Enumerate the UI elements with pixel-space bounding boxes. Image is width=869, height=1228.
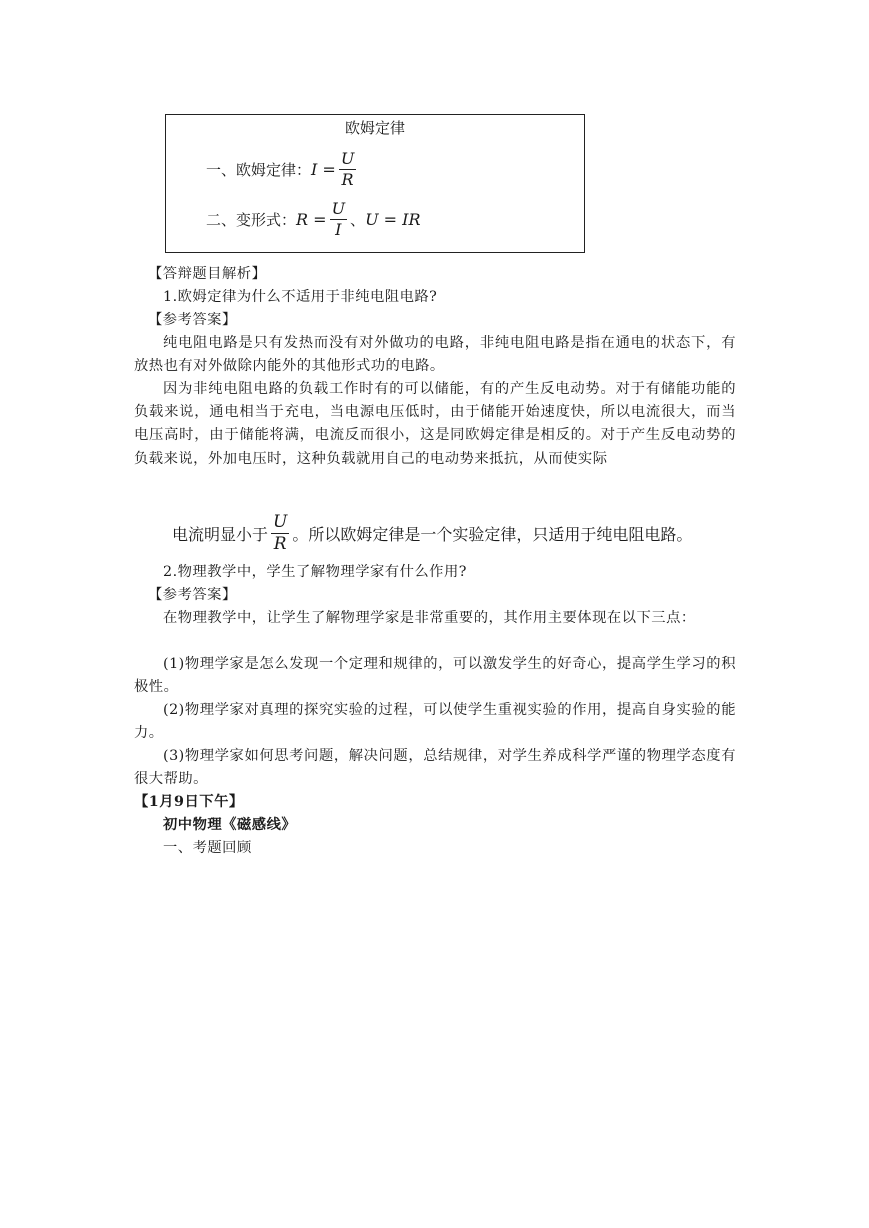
formula-suffix: 。所以欧姆定律是一个实验定律，只适用于纯电阻电路。 xyxy=(292,524,693,544)
fraction-denominator: I xyxy=(335,220,342,239)
sub-heading: 一、考题回顾 xyxy=(163,840,252,856)
fraction-numerator: U xyxy=(340,149,355,168)
formula-line2-rhs: U = IR xyxy=(365,210,421,229)
fraction-numerator: U xyxy=(273,511,288,532)
question-2: 2.物理教学中，学生了解物理学家有什么作用? xyxy=(163,564,467,580)
answer-heading-1: 【参考答案】 xyxy=(148,312,237,328)
formula-separator: 、 xyxy=(350,211,366,229)
answer-2-point-2: (2)物理学家对真理的探究实验的过程，可以使学生重视实验的作用，提高自身实验的能力。 xyxy=(134,702,736,742)
ohms-law-formula-box xyxy=(165,114,585,253)
formula-line-variants xyxy=(206,201,421,238)
formula-line-ohms-law xyxy=(206,151,359,188)
fraction-u-over-i xyxy=(330,201,347,238)
fraction-denominator: R xyxy=(341,170,354,189)
answer-1-formula-line xyxy=(172,508,692,558)
fraction-u-over-r xyxy=(339,151,356,188)
formula-prefix: 电流明显小于 xyxy=(172,524,269,544)
formula-box-title: 欧姆定律 xyxy=(344,119,405,137)
fraction-denominator: R xyxy=(273,533,287,554)
formula-line2-lhs: R = xyxy=(296,210,327,229)
answer-1-paragraph-2: 因为非纯电阻电路的负载工作时有的可以储能，有的产生反电动势。对于有储能功能的负载来说，通电相当于充电，当电源电压低时，由于储能开始速度快，所以电流很大，而当电压高时，由于储能将满，电流反而很小，这是同欧姆定律是相反的。对于产生反电动势的负载来说，外加电压时，这种负载就用自己的电动势来抵抗，从而使实际 xyxy=(134,381,736,467)
answer-heading-2: 【参考答案】 xyxy=(148,587,237,603)
course-title: 初中物理《磁感线》 xyxy=(163,817,297,833)
formula-line1-label: 一、欧姆定律： xyxy=(206,161,312,179)
fraction-numerator: U xyxy=(331,199,346,218)
fraction-u-over-r-inline xyxy=(271,511,289,554)
answer-2-intro: 在物理教学中，让学生了解物理学家是非常重要的，其作用主要体现在以下三点： xyxy=(163,610,696,626)
formula-line2-label: 二、变形式： xyxy=(206,211,297,229)
question-1: 1.欧姆定律为什么不适用于非纯电阻电路? xyxy=(163,289,438,305)
answer-2-point-3: (3)物理学家如何思考问题，解决问题，总结规律，对学生养成科学严谨的物理学态度有很大帮助。 xyxy=(134,748,736,788)
formula-line1-lhs: I = xyxy=(311,160,336,179)
date-heading: 【1月9日下午】 xyxy=(134,794,244,810)
answer-1-paragraph-1: 纯电阻电路是只有发热而没有对外做功的电路，非纯电阻电路是指在通电的状态下，有放热也有对外做除内能外的其他形式功的电路。 xyxy=(134,335,736,375)
section-heading: 【答辩题目解析】 xyxy=(148,266,267,282)
answer-2-point-1: (1)物理学家是怎么发现一个定理和规律的，可以激发学生的好奇心，提高学生学习的积极性。 xyxy=(134,656,736,696)
